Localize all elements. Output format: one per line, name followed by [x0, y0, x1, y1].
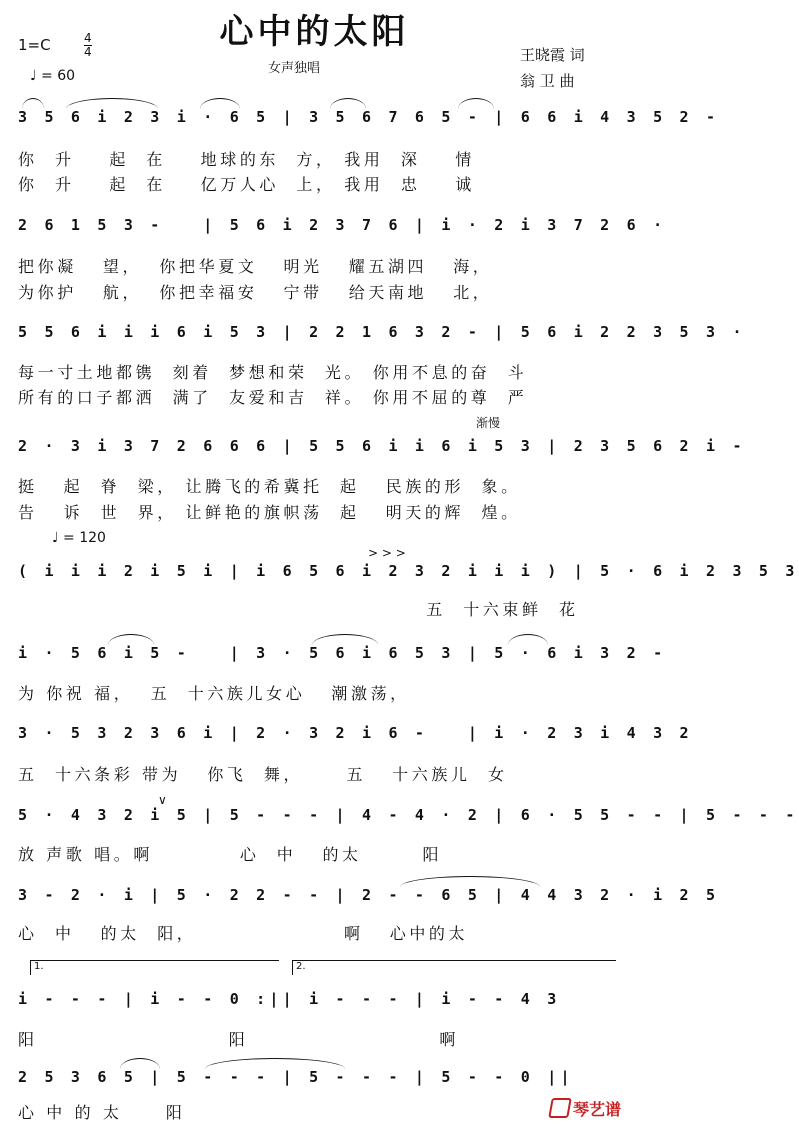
- song-title: 心中的太阳: [219, 12, 410, 52]
- accent-marks: > > >: [368, 546, 406, 560]
- slur: [508, 634, 548, 645]
- lyrics-row-4a: 挺 起 脊 梁， 让腾飞的希冀托 起 民族的形 象。: [18, 477, 521, 496]
- performance-type: 女声独唱: [268, 61, 321, 76]
- lyrics-row-1b: 你 升 起 在 亿万人心 上， 我用 忠 诚: [18, 175, 475, 194]
- ritardando-marking: 渐慢: [476, 416, 501, 430]
- lyrics-row-3b: 所有的口子都洒 满了 友爱和吉 祥。 你用不屈的尊 严: [18, 388, 528, 407]
- slur: [22, 98, 44, 109]
- notation-row-7: 3 · 5 3 2 3 6 i | 2 · 3 2 i 6 - | i · 2 3 i 4 3 2: [18, 724, 693, 742]
- lyrics-row-4b: 告 诉 世 界， 让鲜艳的旗帜荡 起 明天的辉 煌。: [18, 503, 521, 522]
- lyrics-row-1a: 你 升 起 在 地球的东 方， 我用 深 情: [18, 150, 475, 169]
- volta-2-label: 2.: [296, 961, 306, 972]
- lyrics-row-7: 五 十六条彩 带为 你飞 舞， 五 十六族儿 女: [18, 765, 508, 784]
- volta-1-label: 1.: [34, 961, 44, 972]
- notation-row-3: 5 5 6 i i i 6 i 5 3 | 2 2 1 6 3 2 - | 5 6 i 2 2 3 5 3 ·: [18, 323, 746, 341]
- qinyipu-logo-icon: [548, 1098, 572, 1118]
- slur: [205, 1058, 345, 1069]
- key-signature: 1=C: [18, 36, 51, 54]
- time-signature-bottom: 4: [84, 45, 92, 59]
- slur: [330, 98, 366, 109]
- slur: [66, 98, 158, 109]
- time-signature-top: 4: [84, 31, 92, 45]
- notation-row-5: ( i i i 2 i 5 i | i 6 5 6 i 2 3 2 i i i ) | 5 · 6 i 2 3 5 3: [18, 562, 799, 580]
- slur: [458, 98, 494, 109]
- composer-credit: 翁 卫 曲: [520, 72, 575, 90]
- notation-row-2: 2 6 1 5 3 - | 5 6 i 2 3 7 6 | i · 2 i 3 7 2 6 ·: [18, 216, 667, 234]
- slur: [200, 98, 240, 109]
- slur: [400, 876, 540, 887]
- slur: [108, 634, 154, 645]
- qinyipu-logo: [550, 1097, 621, 1120]
- time-signature: [84, 32, 92, 59]
- volta-2-bracket: [292, 960, 616, 975]
- notation-row-6: i · 5 6 i 5 - | 3 · 5 6 i 6 5 3 | 5 · 6 i 3 2 -: [18, 644, 667, 662]
- notation-row-9: 3 - 2 · i | 5 · 2 2 - - | 2 - - 6 5 | 4 4 3 2 · i 2 5: [18, 886, 720, 904]
- lyrics-row-2a: 把你凝 望， 你把华夏文 明光 耀五湖四 海，: [18, 257, 493, 276]
- lyrics-row-8: 放 声歌 唱。啊 心 中 的太 阳: [18, 845, 443, 864]
- tempo-marking: ♩ = 60: [30, 68, 76, 84]
- tempo-marking-2: ♩ = 120: [52, 530, 106, 546]
- breath-mark: ∨: [158, 793, 167, 807]
- lyrics-row-6: 为 你祝 福， 五 十六族儿女心 潮激荡，: [18, 684, 410, 703]
- logo-text: 琴艺谱: [572, 1100, 621, 1119]
- notation-row-10: i - - - | i - - 0 :|| i - - - | i - - 4 3: [18, 990, 561, 1008]
- lyrics-row-3a: 每一寸土地都镌 刻着 梦想和荣 光。 你用不息的奋 斗: [18, 363, 528, 382]
- notation-row-8: 5 · 4 3 2 i 5 | 5 - - - | 4 - 4 · 2 | 6 · 5 5 - - | 5 - - -: [18, 806, 799, 824]
- slur: [312, 634, 378, 645]
- lyrics-row-9: 心 中 的太 阳， 啊 心中的太: [18, 924, 469, 943]
- lyricist-credit: 王晓霞 词: [520, 46, 585, 64]
- lyrics-row-2b: 为你护 航， 你把幸福安 宁带 给天南地 北，: [18, 283, 493, 302]
- lyrics-row-10: 阳 阳 啊: [18, 1030, 459, 1049]
- lyrics-row-11: 心 中 的 太 阳: [18, 1103, 186, 1122]
- notation-row-4: 2 · 3 i 3 7 2 6 6 6 | 5 5 6 i i 6 i 5 3 | 2 3 5 6 2 i -: [18, 437, 746, 455]
- notation-row-11: 2 5 3 6 5 | 5 - - - | 5 - - - | 5 - - 0 ||: [18, 1068, 574, 1086]
- notation-row-1: 3 5 6 i 2 3 i · 6 5 | 3 5 6 7 6 5 - | 6 6 i 4 3 5 2 -: [18, 108, 720, 126]
- volta-1-bracket: [30, 960, 279, 975]
- slur: [120, 1058, 160, 1069]
- lyrics-row-5: 五 十六束鲜 花: [18, 600, 579, 619]
